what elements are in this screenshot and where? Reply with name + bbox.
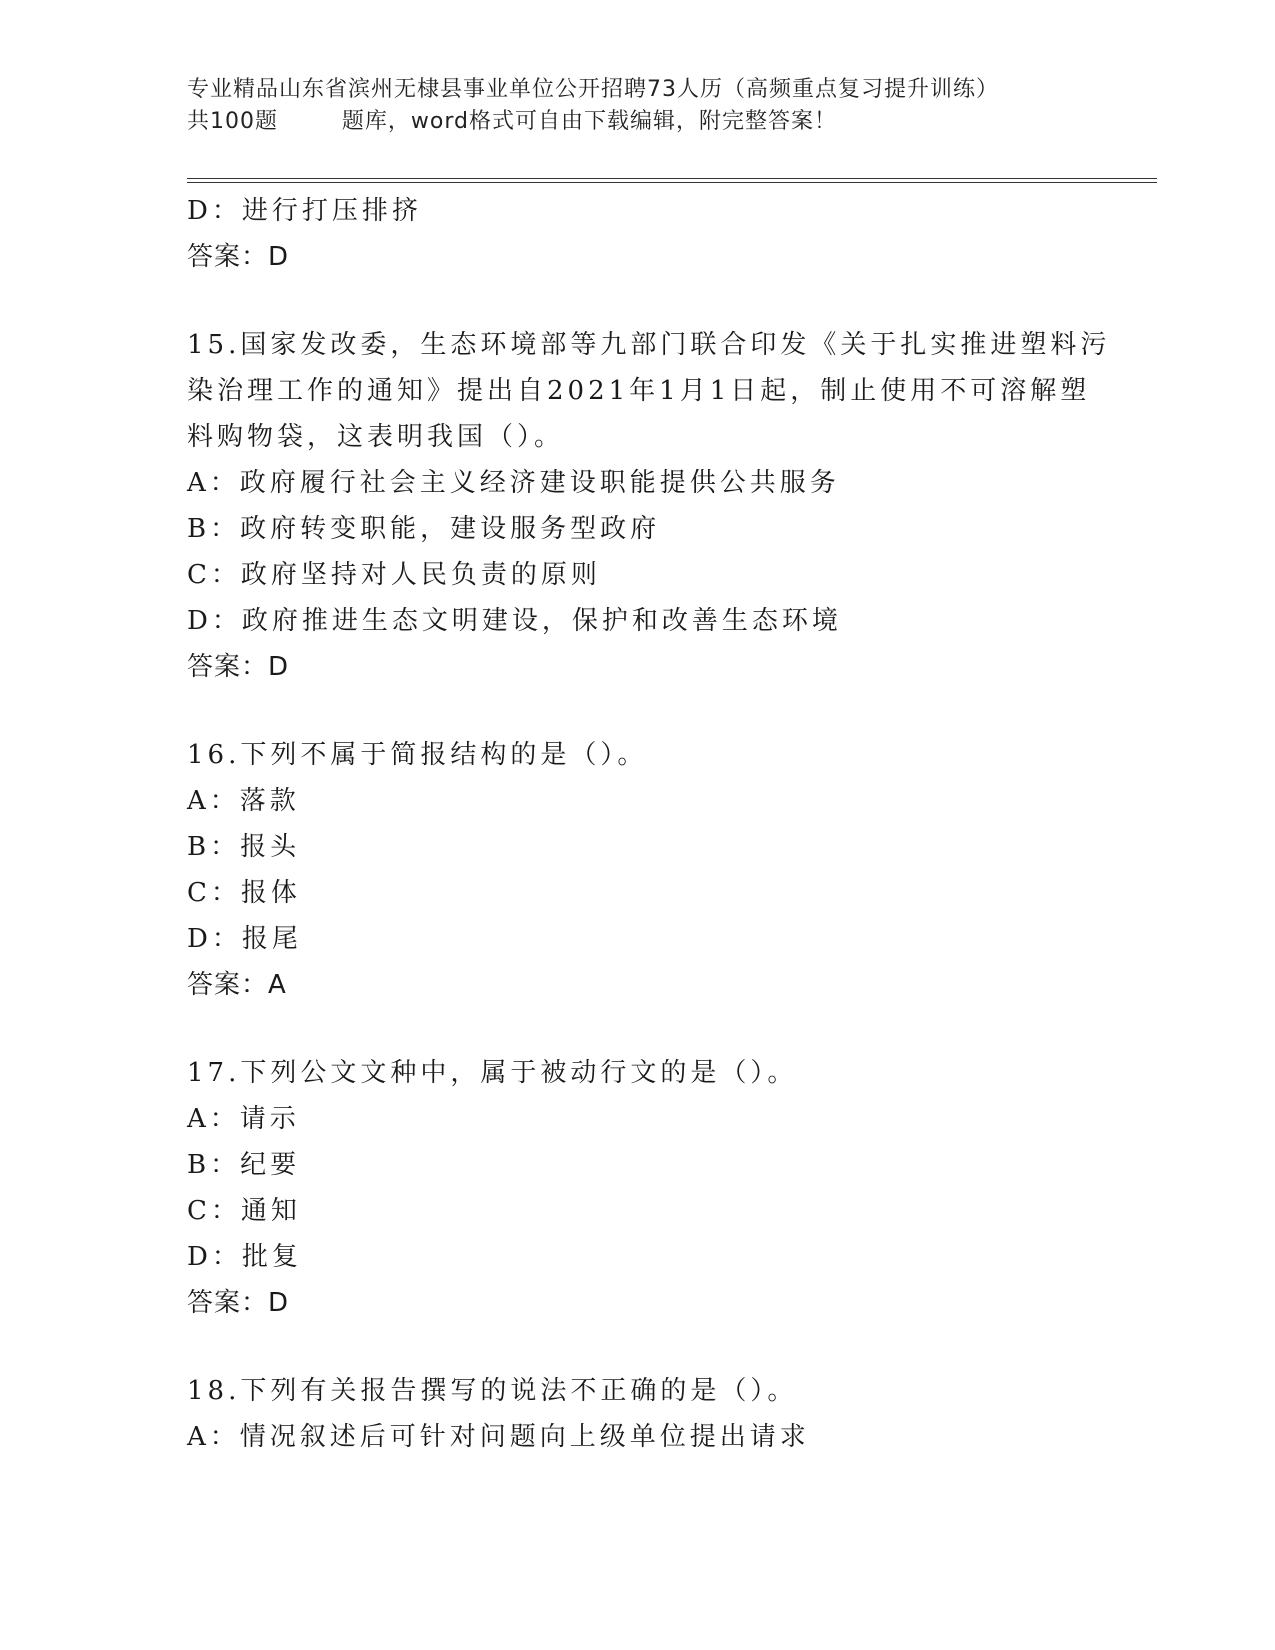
option-a: A：落款 — [187, 786, 300, 816]
option-a: A：请示 — [187, 1104, 300, 1134]
question-15 — [187, 322, 1111, 690]
option-d: D：批复 — [187, 1242, 302, 1272]
option-c: C：政府坚持对人民负责的原则 — [187, 560, 601, 590]
question-16 — [187, 732, 1087, 1008]
question-stem: 18.下列有关报告撰写的说法不正确的是（）。 — [187, 1376, 798, 1406]
question-18 — [187, 1368, 1087, 1460]
document-body — [187, 188, 1111, 1460]
option-b: B：纪要 — [187, 1150, 301, 1180]
carryover-question — [187, 188, 1087, 280]
option-b: B：政府转变职能，建设服务型政府 — [187, 514, 661, 544]
option-d: D：报尾 — [187, 924, 302, 954]
stem-line: 料购物袋，这表明我国（）。 — [187, 422, 565, 452]
question-stem: 17.下列公文文种中，属于被动行文的是（）。 — [187, 1058, 798, 1088]
answer: 答案：D — [187, 1288, 290, 1318]
option-c: C：报体 — [187, 878, 301, 908]
stem-line: 15.国家发改委，生态环境部等九部门联合印发《关于扎实推进塑料污 — [187, 330, 1111, 360]
option-a: A：情况叙述后可针对问题向上级单位提出请求 — [187, 1422, 810, 1452]
question-17 — [187, 1050, 1087, 1326]
option-b: B：报头 — [187, 832, 301, 862]
stem-line: 染治理工作的通知》提出自2021年1月1日起，制止使用不可溶解塑 — [187, 376, 1091, 406]
header-title-line-1: 专业精品山东省滨州无棣县事业单位公开招聘73人历（高频重点复习提升训练） — [187, 77, 999, 102]
question-stem — [187, 322, 1111, 460]
option-d: D：政府推进生态文明建设，保护和改善生态环境 — [187, 606, 842, 636]
question-stem: 16.下列不属于简报结构的是（）。 — [187, 740, 648, 770]
answer: 答案：D — [187, 242, 290, 272]
option-a: A：政府履行社会主义经济建设职能提供公共服务 — [187, 468, 840, 498]
page-header — [187, 74, 1157, 138]
header-divider — [187, 178, 1157, 183]
option-d: D：进行打压排挤 — [187, 196, 422, 226]
header-title-line-2: 共100题 题库，word格式可自由下载编辑，附完整答案！ — [187, 109, 838, 134]
answer: 答案：A — [187, 970, 287, 1000]
option-c: C：通知 — [187, 1196, 301, 1226]
answer: 答案：D — [187, 652, 290, 682]
